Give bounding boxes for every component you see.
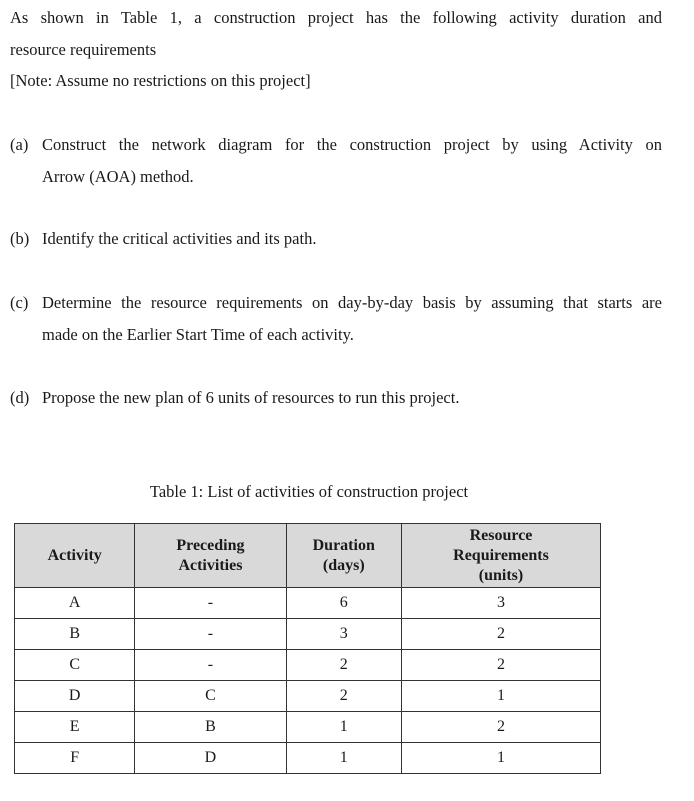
table-row (15, 681, 601, 712)
cell-resource: 2 (401, 712, 600, 743)
cell-resource: 2 (401, 650, 600, 681)
header-resource (401, 524, 600, 588)
table-caption: Table 1: List of activities of construction project (149, 482, 469, 501)
question-c-line-2: made on the Earlier Start Time of each activity. (42, 325, 354, 344)
cell-duration: 2 (286, 650, 401, 681)
header-activity (15, 524, 135, 588)
header-preceding-line-1: Preceding (176, 536, 245, 554)
header-preceding (135, 524, 286, 588)
header-preceding-line-2: Activities (178, 556, 243, 574)
table-row (15, 588, 601, 619)
cell-resource: 2 (401, 619, 600, 650)
question-d-line-1: Propose the new plan of 6 units of resources to run this project. (42, 388, 460, 407)
question-c-label: (c) (10, 293, 29, 312)
cell-preceding: C (135, 681, 286, 712)
cell-preceding: - (135, 619, 286, 650)
header-resource-line-1: Resource (469, 526, 533, 544)
cell-duration: 1 (286, 743, 401, 774)
cell-preceding: - (135, 650, 286, 681)
cell-activity: D (15, 681, 135, 712)
table-row (15, 743, 601, 774)
cell-preceding: D (135, 743, 286, 774)
cell-preceding: - (135, 588, 286, 619)
table-row (15, 712, 601, 743)
table-row (15, 650, 601, 681)
header-resource-line-3: (units) (478, 566, 524, 584)
question-b-line-1: Identify the critical activities and its path. (42, 229, 317, 248)
intro-line-1: As shown in Table 1, a construction project has the following activity duration and (10, 8, 662, 27)
cell-duration: 1 (286, 712, 401, 743)
intro-note: [Note: Assume no restrictions on this project] (10, 71, 311, 90)
header-duration (286, 524, 401, 588)
header-activity-text: Activity (47, 546, 102, 564)
question-a-line-1: Construct the network diagram for the construction project by using Activity on (42, 135, 662, 154)
question-b-label: (b) (10, 229, 30, 248)
table-header-row (15, 524, 601, 588)
intro-line-2: resource requirements (10, 40, 157, 59)
question-a-label: (a) (10, 135, 29, 154)
question-c-line-1: Determine the resource requirements on day-by-day basis by assuming that starts are (42, 293, 662, 312)
cell-preceding: B (135, 712, 286, 743)
question-d-label: (d) (10, 388, 30, 407)
cell-activity: E (15, 712, 135, 743)
cell-resource: 1 (401, 743, 600, 774)
cell-resource: 1 (401, 681, 600, 712)
cell-activity: C (15, 650, 135, 681)
cell-duration: 6 (286, 588, 401, 619)
table-row (15, 619, 601, 650)
header-resource-line-2: Requirements (453, 546, 549, 564)
question-a-line-2: Arrow (AOA) method. (42, 167, 194, 186)
activities-table (14, 523, 601, 774)
header-duration-line-1: Duration (312, 536, 375, 554)
cell-duration: 2 (286, 681, 401, 712)
cell-activity: B (15, 619, 135, 650)
cell-activity: A (15, 588, 135, 619)
header-duration-line-2: (days) (322, 556, 365, 574)
cell-duration: 3 (286, 619, 401, 650)
cell-activity: F (15, 743, 135, 774)
cell-resource: 3 (401, 588, 600, 619)
